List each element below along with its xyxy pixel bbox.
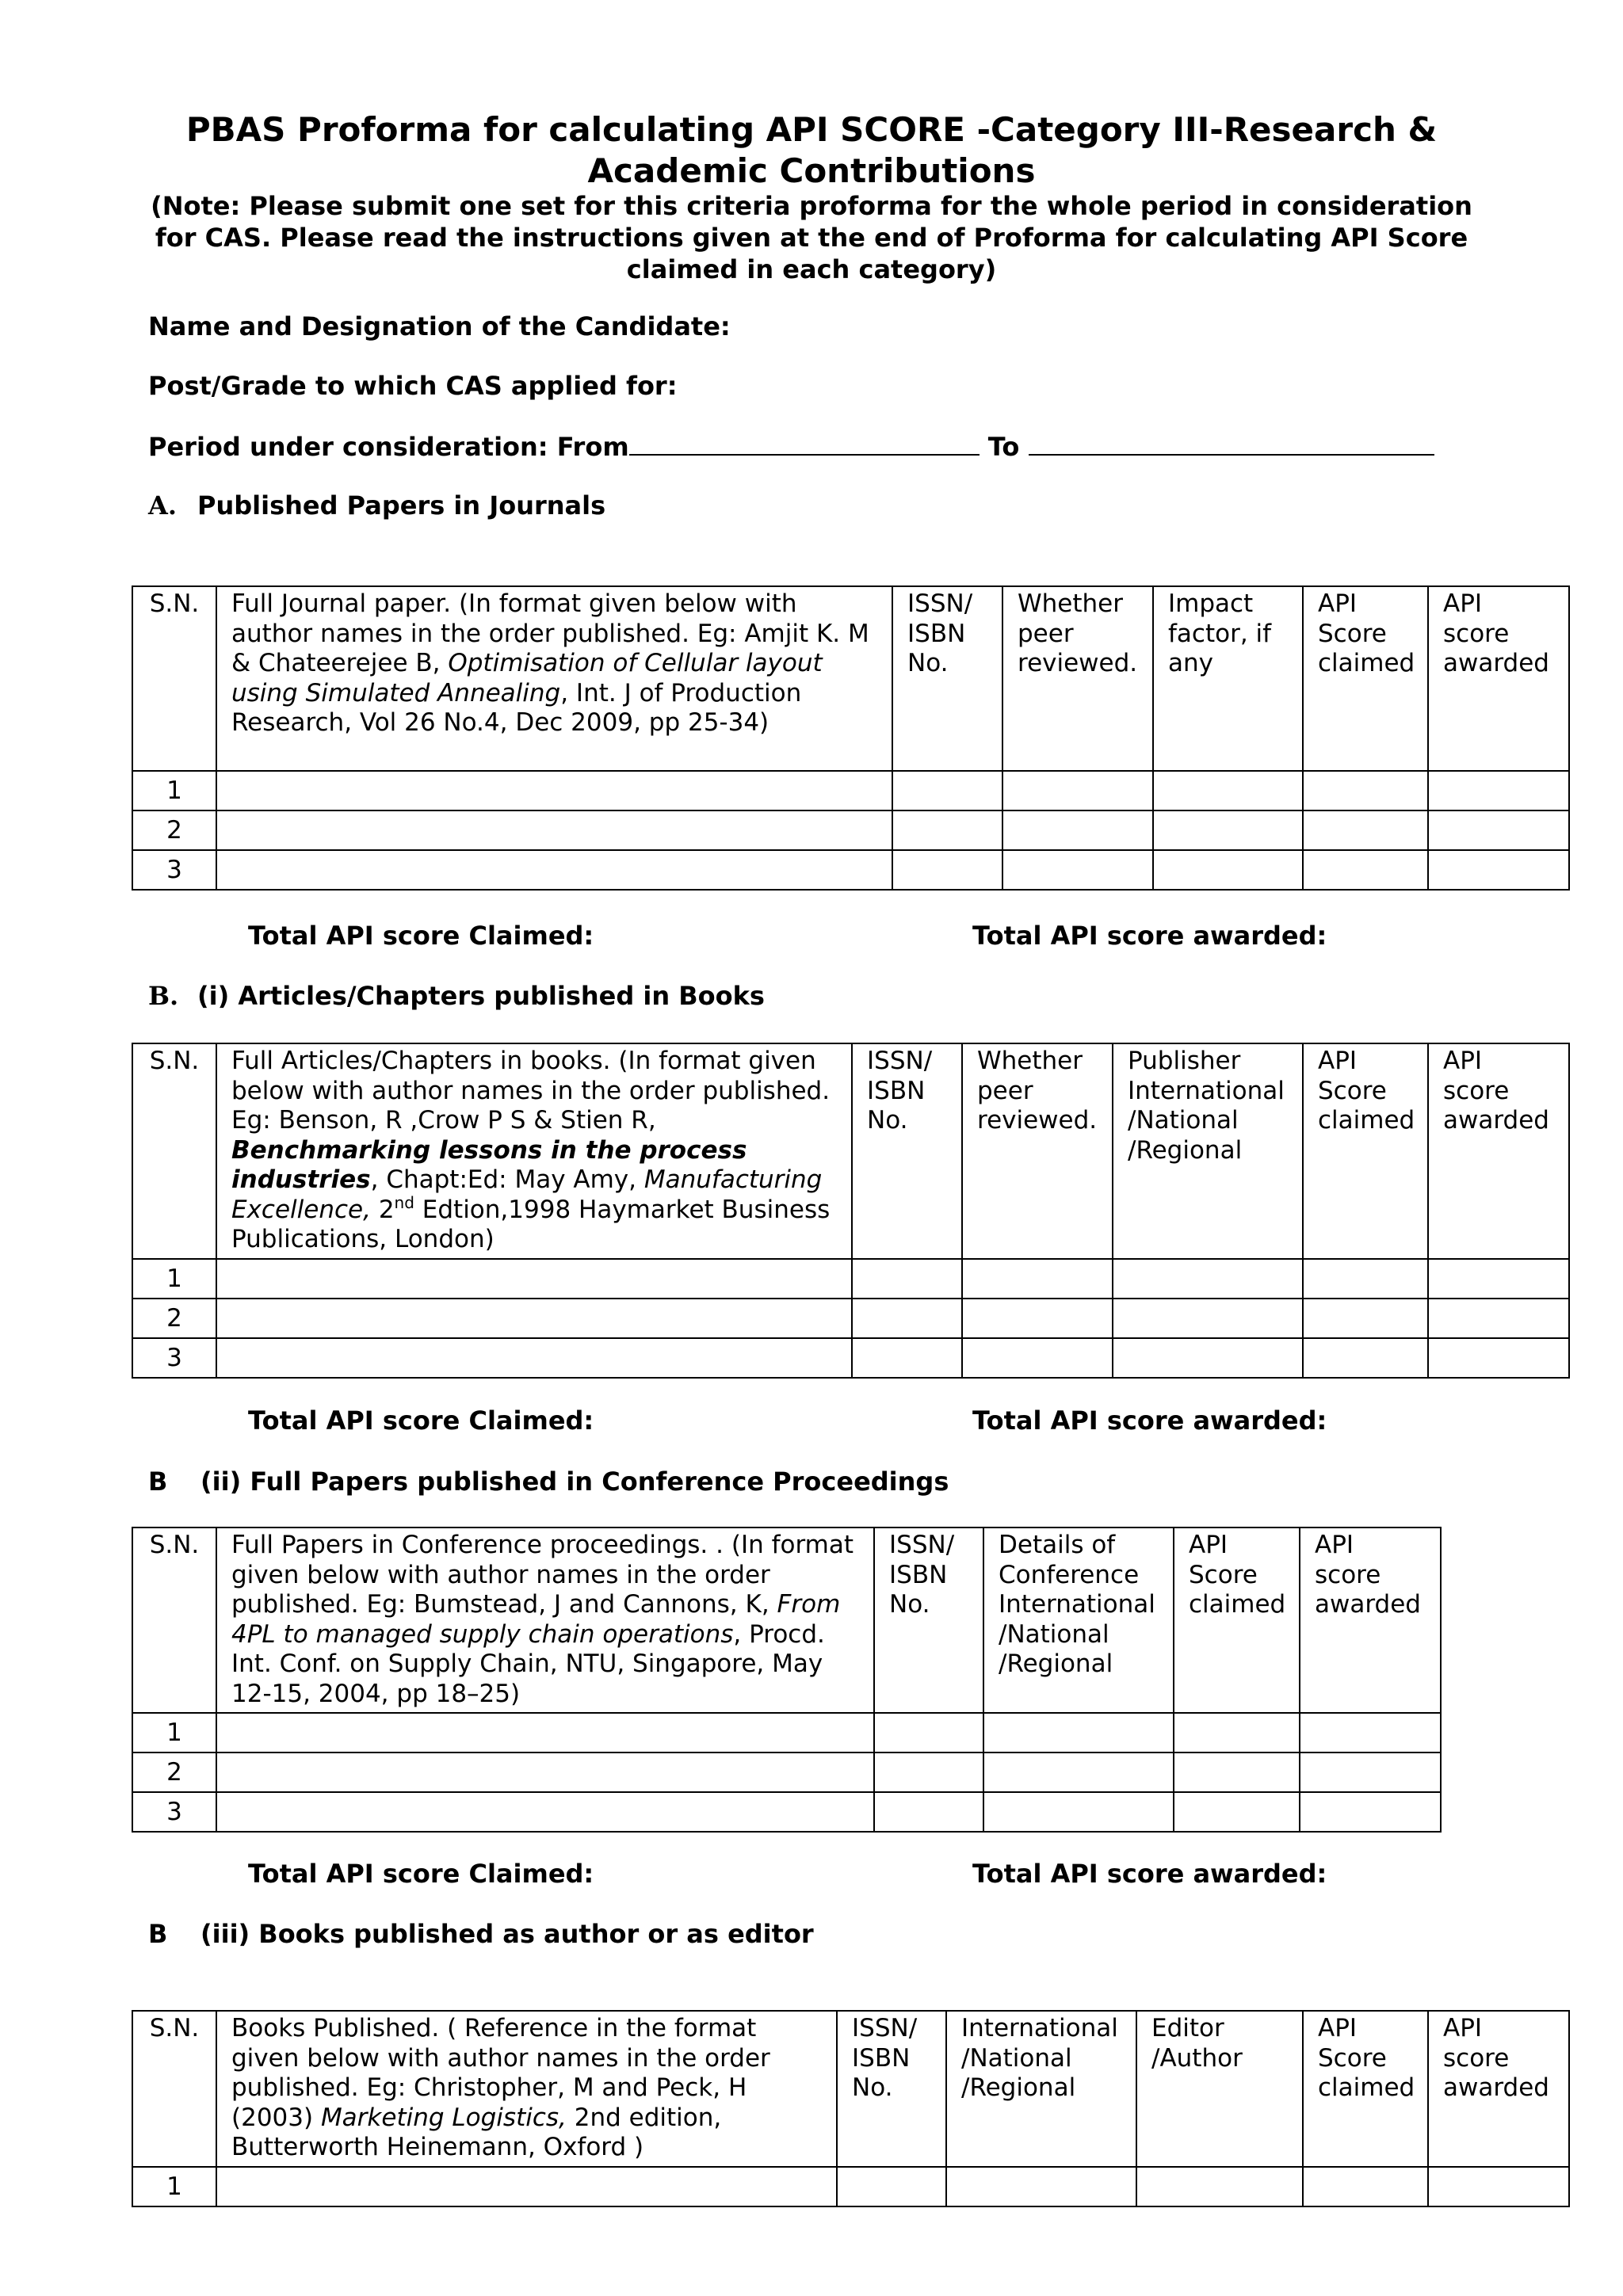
section-b1-total-awarded: Total API score awarded: <box>972 1405 1327 1436</box>
table-header-row <box>132 1043 1569 1259</box>
entry-cell[interactable] <box>1174 1792 1300 1832</box>
table-row <box>132 771 1569 810</box>
row-number: 2 <box>132 1299 216 1338</box>
row-number: 1 <box>132 771 216 810</box>
section-b2-total-claimed: Total API score Claimed: <box>248 1859 594 1889</box>
entry-cell[interactable] <box>852 1299 962 1338</box>
period-field <box>148 430 1434 463</box>
header-sn: S.N. <box>132 1527 216 1713</box>
entry-cell[interactable] <box>962 1259 1113 1299</box>
section-b2-heading <box>148 1466 949 1497</box>
section-b1-total-claimed: Total API score Claimed: <box>248 1405 594 1436</box>
table-row <box>132 1299 1569 1338</box>
table-row <box>132 1338 1569 1378</box>
header-sn: S.N. <box>132 1043 216 1259</box>
period-to-label: To <box>987 432 1020 462</box>
header-conference-details: Details of Conference International /National /Regional <box>983 1527 1174 1713</box>
row-number: 2 <box>132 810 216 850</box>
header-publisher: Publisher International /National /Regional <box>1113 1043 1303 1259</box>
row-number: 1 <box>132 2167 216 2206</box>
entry-cell[interactable] <box>874 1792 983 1832</box>
header-api-claimed: API Score claimed <box>1303 1043 1428 1259</box>
table-row <box>132 850 1569 890</box>
section-b3-letter: B <box>148 1919 168 1949</box>
entry-cell[interactable] <box>1153 771 1303 810</box>
row-number: 1 <box>132 1713 216 1753</box>
header-issn: ISSN/ ISBN No. <box>852 1043 962 1259</box>
entry-cell[interactable] <box>216 771 892 810</box>
entry-cell[interactable] <box>874 1713 983 1753</box>
entry-cell[interactable] <box>1303 1338 1428 1378</box>
candidate-name-label: Name and Designation of the Candidate: <box>148 311 731 341</box>
section-a-total-awarded: Total API score awarded: <box>972 921 1327 951</box>
entry-cell[interactable] <box>216 1259 852 1299</box>
row-number: 3 <box>132 1338 216 1378</box>
entry-cell[interactable] <box>1428 1259 1569 1299</box>
header-description: Full Articles/Chapters in books. (In format given below with author names in the order published. Eg: Benson, R ,Crow P S & Stien R, Benchmarking lessons in the process industries, Chapt:Ed: May Amy, Manufacturing Excellence, 2nd Edtion,1998 Haymarket Business Publications, London) <box>216 1043 852 1259</box>
entry-cell[interactable] <box>216 1338 852 1378</box>
entry-cell[interactable] <box>1002 850 1153 890</box>
section-a-letter: A. <box>148 490 177 521</box>
header-api-awarded: API score awarded <box>1428 1043 1569 1259</box>
entry-cell[interactable] <box>1428 2167 1569 2206</box>
entry-cell[interactable] <box>1428 1299 1569 1338</box>
entry-cell[interactable] <box>1300 1753 1441 1792</box>
entry-cell[interactable] <box>946 2167 1136 2206</box>
header-api-awarded: API score awarded <box>1428 2011 1569 2167</box>
entry-cell[interactable] <box>1428 771 1569 810</box>
header-peer-reviewed: Whether peer reviewed. <box>1002 586 1153 771</box>
period-from-blank[interactable] <box>629 430 980 456</box>
post-grade-label: Post/Grade to which CAS applied for: <box>148 371 678 401</box>
header-impact-factor: Impact factor, if any <box>1153 586 1303 771</box>
entry-cell[interactable] <box>1303 1259 1428 1299</box>
entry-cell[interactable] <box>1113 1259 1303 1299</box>
header-description: Full Journal paper. (In format given below with author names in the order published. Eg: Amjit K. M & Chateerejee B, Optimisation of Cellular layout using Simulated Annealing, Int. J of Production Research, Vol 26 No.4, Dec 2009, pp 25-34) <box>216 586 892 771</box>
entry-cell[interactable] <box>1428 850 1569 890</box>
header-api-awarded: API score awarded <box>1428 586 1569 771</box>
entry-cell[interactable] <box>1300 1713 1441 1753</box>
entry-cell[interactable] <box>1153 850 1303 890</box>
entry-cell[interactable] <box>1428 1338 1569 1378</box>
entry-cell[interactable] <box>216 1299 852 1338</box>
header-description: Full Papers in Conference proceedings. . (In format given below with author names in the order published. Eg: Bumstead, J and Cannons, K, From 4PL to managed supply chain operations, Procd. Int. Conf. on Supply Chain, NTU, Singapore, May 12-15, 2004, pp 18–25) <box>216 1527 874 1713</box>
entry-cell[interactable] <box>892 850 1002 890</box>
entry-cell[interactable] <box>1113 1338 1303 1378</box>
journal-papers-table <box>132 585 1570 891</box>
header-issn: ISSN/ ISBN No. <box>874 1527 983 1713</box>
table-row <box>132 1259 1569 1299</box>
period-from-label: Period under consideration: From <box>148 432 629 462</box>
entry-cell[interactable] <box>892 810 1002 850</box>
entry-cell[interactable] <box>1303 1299 1428 1338</box>
row-number: 3 <box>132 1792 216 1832</box>
entry-cell[interactable] <box>216 810 892 850</box>
entry-cell[interactable] <box>1136 2167 1303 2206</box>
page-title: PBAS Proforma for calculating API SCORE -Category III-Research & Academic Contributions <box>185 110 1438 190</box>
table-header-row <box>132 586 1569 771</box>
section-a-title: Published Papers in Journals <box>197 490 606 521</box>
entry-cell[interactable] <box>874 1753 983 1792</box>
section-b3-heading <box>148 1918 814 1950</box>
section-b1-heading <box>148 980 765 1012</box>
header-issn: ISSN/ ISBN No. <box>837 2011 946 2167</box>
entry-cell[interactable] <box>983 1792 1174 1832</box>
entry-cell[interactable] <box>216 1792 874 1832</box>
header-description: Books Published. ( Reference in the format given below with author names in the order published. Eg: Christopher, M and Peck, H (2003) Marketing Logistics, 2nd edition, Butterworth Heinemann, Oxford ) <box>216 2011 837 2167</box>
entry-cell[interactable] <box>216 1713 874 1753</box>
header-api-claimed: API Score claimed <box>1174 1527 1300 1713</box>
section-b2-title: (ii) Full Papers published in Conference Proceedings <box>200 1466 949 1497</box>
entry-cell[interactable] <box>1153 810 1303 850</box>
entry-cell[interactable] <box>1113 1299 1303 1338</box>
header-api-claimed: API Score claimed <box>1303 586 1428 771</box>
entry-cell[interactable] <box>852 1259 962 1299</box>
entry-cell[interactable] <box>1428 810 1569 850</box>
entry-cell[interactable] <box>216 1753 874 1792</box>
row-number: 2 <box>132 1753 216 1792</box>
header-api-awarded: API score awarded <box>1300 1527 1441 1713</box>
section-b2-letter: B <box>148 1466 168 1497</box>
table-header-row <box>132 2011 1569 2167</box>
entry-cell[interactable] <box>962 1338 1113 1378</box>
row-number: 1 <box>132 1259 216 1299</box>
entry-cell[interactable] <box>216 2167 837 2206</box>
section-a-heading <box>148 490 605 521</box>
entry-cell[interactable] <box>1303 850 1428 890</box>
header-peer-reviewed: Whether peer reviewed. <box>962 1043 1113 1259</box>
conference-papers-table <box>132 1527 1442 1833</box>
period-to-blank[interactable] <box>1029 430 1434 456</box>
entry-cell[interactable] <box>1300 1792 1441 1832</box>
entry-cell[interactable] <box>852 1338 962 1378</box>
section-b3-title: (iii) Books published as author or as editor <box>200 1919 814 1949</box>
post-grade-field <box>148 370 678 402</box>
entry-cell[interactable] <box>1303 810 1428 850</box>
entry-cell[interactable] <box>1002 810 1153 850</box>
section-b2-total-awarded: Total API score awarded: <box>972 1859 1327 1889</box>
header-publication-level: International /National /Regional <box>946 2011 1136 2167</box>
header-sn: S.N. <box>132 586 216 771</box>
table-row <box>132 810 1569 850</box>
entry-cell[interactable] <box>1303 2167 1428 2206</box>
header-issn: ISSN/ ISBN No. <box>892 586 1002 771</box>
table-row <box>132 2167 1569 2206</box>
table-row <box>132 1713 1441 1753</box>
section-b1-title: (i) Articles/Chapters published in Books <box>197 981 765 1011</box>
row-number: 3 <box>132 850 216 890</box>
entry-cell[interactable] <box>1002 771 1153 810</box>
section-a-total-claimed: Total API score Claimed: <box>248 921 594 951</box>
entry-cell[interactable] <box>216 850 892 890</box>
entry-cell[interactable] <box>1303 771 1428 810</box>
section-b1-letter: B. <box>148 981 179 1011</box>
entry-cell[interactable] <box>837 2167 946 2206</box>
header-sn: S.N. <box>132 2011 216 2167</box>
book-chapters-table <box>132 1043 1570 1379</box>
entry-cell[interactable] <box>962 1299 1113 1338</box>
entry-cell[interactable] <box>983 1713 1174 1753</box>
table-header-row <box>132 1527 1441 1713</box>
header-api-claimed: API Score claimed <box>1303 2011 1428 2167</box>
entry-cell[interactable] <box>892 771 1002 810</box>
instruction-note: (Note: Please submit one set for this criteria proforma for the whole period in consideration for CAS. Please read the instructions given at the end of Proforma for calculating API Score claimed in each category) <box>151 191 1472 284</box>
entry-cell[interactable] <box>983 1753 1174 1792</box>
table-row <box>132 1753 1441 1792</box>
table-row <box>132 1792 1441 1832</box>
entry-cell[interactable] <box>1174 1753 1300 1792</box>
books-published-table <box>132 2010 1570 2207</box>
entry-cell[interactable] <box>1174 1713 1300 1753</box>
candidate-name-field <box>148 311 731 342</box>
header-editor-author: Editor /Author <box>1136 2011 1303 2167</box>
